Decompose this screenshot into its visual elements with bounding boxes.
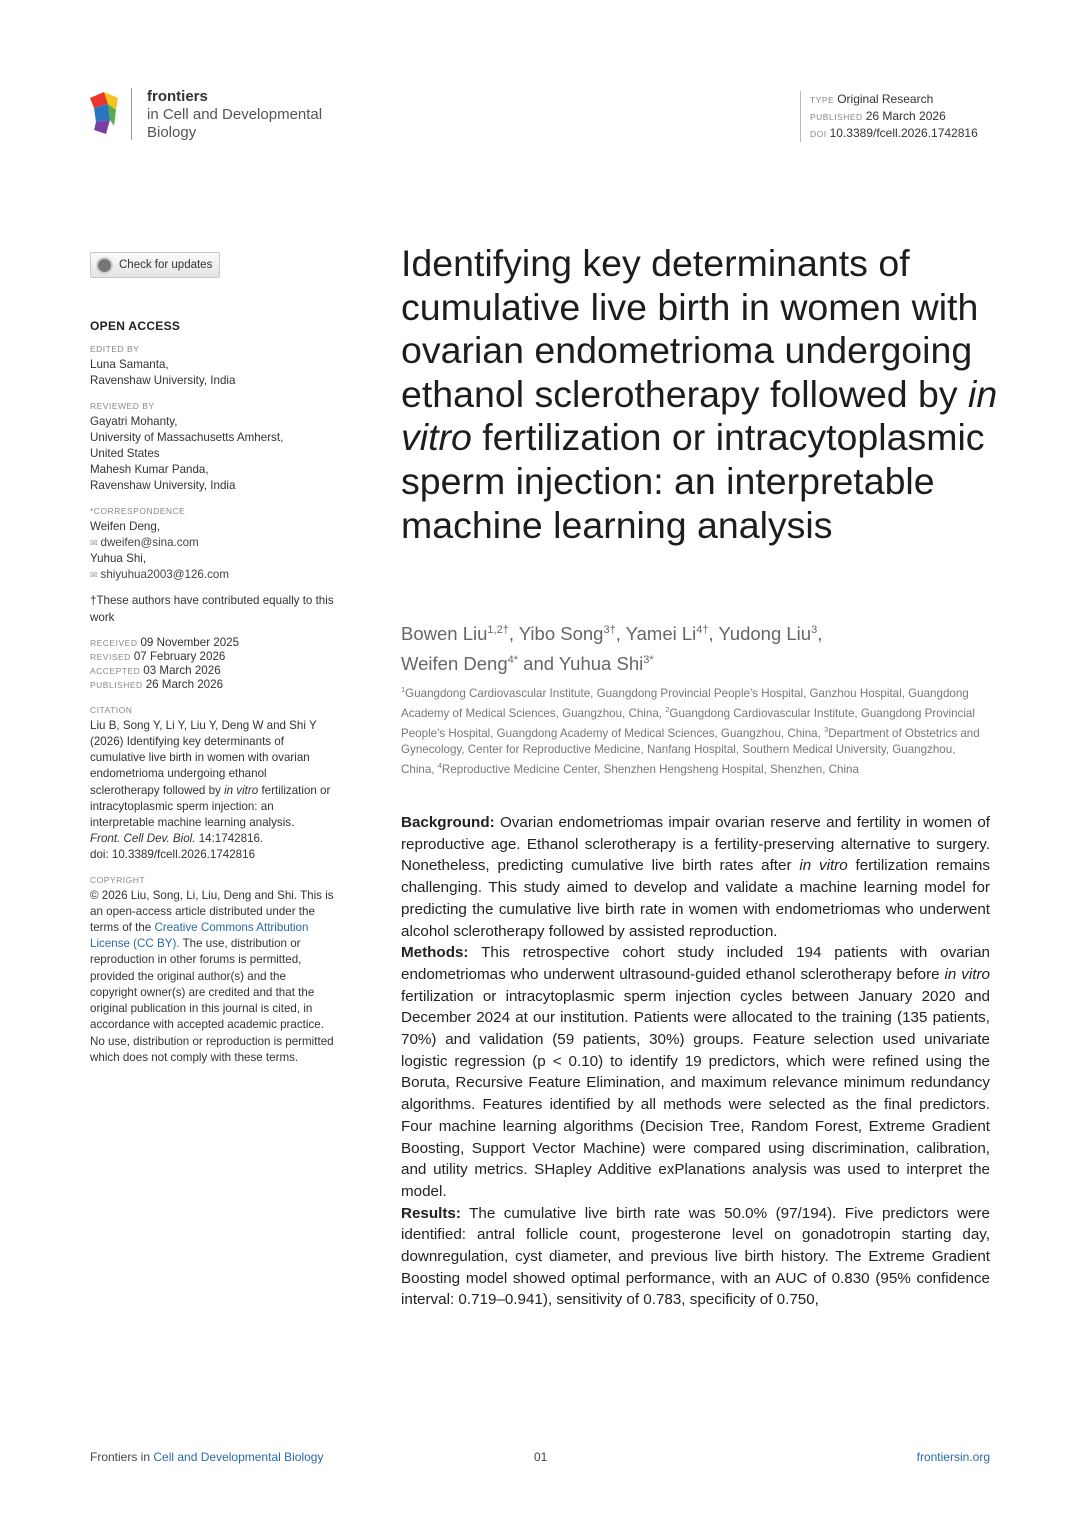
cc-license-link[interactable]: Creative Commons Attribution License (CC BY). [90, 921, 309, 951]
edited-by-section [90, 343, 335, 389]
open-access-heading: OPEN ACCESS [90, 319, 181, 333]
citation-journal: Front. Cell Dev. Biol. [90, 832, 196, 846]
author-sup: 3 [811, 624, 818, 636]
correspondence-section [90, 505, 335, 584]
abstract-text: fertilization or intracytoplasmic sperm injection cycles between January 2020 and December 2024 at our institution. Patients were allocated to the training (135 patients, 70%) and validation (59 patients, 30%) groups. Feature selection used univariate logistic regression (p < 0.10) to identify 19 predictors, which were refined using the Boruta, Recursive Feature Elimination, and maximum relevance minimum redundancy algorithms. Features identified by all methods were selected as the final predictors. Four machine learning algorithms (Decision Tree, Random Forest, Extreme Gradient Boosting, Support Vector Machine) were compared using discrimination, calibration, and utility metrics. SHapley Additive exPlanations analysis was used to interpret the model. [401, 987, 990, 1200]
published-label: PUBLISHED [810, 112, 863, 122]
affiliations [401, 682, 991, 778]
citation-section [90, 704, 335, 864]
affil-text: Guangdong Cardiovascular Institute, Guangdong Provincial People's Hospital, Ganzhou Hospital, Guangdong Academy of Medical Sciences, Guangzhou, China, [401, 686, 969, 720]
title-part: fertilization or intracytoplasmic sperm injection: an interpretable machine learning analysis [401, 416, 985, 546]
citation-label: CITATION [90, 704, 133, 715]
abstract-text: fertilization remains challenging. This study aimed to develop and validate a machine learning model for predicting the cumulative live birth rate in women with endometriomas who underwent alcohol sclerotherapy followed by assisted reproduction. [401, 857, 990, 940]
citation-part: Liu B, Song Y, Li Y, Liu Y, Deng W and Shi Y (2026) Identifying key determinants of cumulative live birth in women with ovarian endometrioma undergoing ethanol sclerotherapy followed by [90, 718, 317, 797]
logo-divider [131, 88, 132, 140]
article-meta [800, 91, 978, 142]
doi-value[interactable]: 10.3389/fcell.2026.1742816 [829, 126, 978, 140]
reviewed-label: REVIEWED BY [90, 400, 155, 411]
equal-contribution-note: †These authors have contributed equally to this work [90, 594, 334, 624]
copyright-label: COPYRIGHT [90, 874, 146, 885]
copyright-section [90, 874, 335, 1066]
citation-text [90, 718, 335, 831]
footer-prefix: Frontiers in [90, 1450, 151, 1464]
revised-value: 07 February 2026 [133, 649, 226, 663]
abstract-text: The cumulative live birth rate was 50.0% (97/194). Five predictors were identified: antral follicle count, progesterone level on gonadotropin starting day, downregulation, cyst diameter, and previous live birth history. The Extreme Gradient Boosting model showed optimal performance, with an AUC of 0.830 (95% confidence interval: 0.719–0.941), sensitivity of 0.783, specificity of 0.750, [401, 1204, 990, 1309]
abstract-methods [401, 942, 990, 1202]
published-value: 26 March 2026 [865, 109, 946, 123]
title-part: Identifying key determinants of cumulative live birth in women with ovarian endometrioma undergoing ethanol sclerotherapy followed by [401, 242, 979, 415]
affil-text: Guangdong Cardiovascular Institute, Guangdong Provincial People's Hospital, Guangdong Academy of Medical Sciences, Guangzhou, China, [401, 706, 975, 740]
editor-affiliation: Ravenshaw University, India [90, 374, 236, 388]
author-list: Bowen Liu$^{1,2\dagger}$, Yibo Song$^{3\dagger}$, Yamei $Li^{4\dagger}$, Yudong Liu$^3$, Weifen Deng$^{4*}$ and Yuhua Shi$^{3*}$ [401, 623, 823, 675]
citation-italic: in vitro [224, 783, 259, 797]
author-name[interactable]: Weifen Deng [401, 653, 508, 675]
abstract-background [401, 812, 990, 942]
background-label: Background: [401, 814, 495, 831]
check-updates-icon [96, 257, 113, 274]
abstract-results [401, 1203, 990, 1312]
author-sup: 4† [696, 624, 709, 636]
copyright-part: © 2026 Liu, Song, Li, Liu, Deng and Shi. This is an open-access article distributed under the terms of the [90, 888, 334, 935]
citation-part: fertilization or intracytoplasmic sperm injection: an interpretable machine learning analysis. [90, 783, 331, 830]
citation-volume: 14:1742816. [198, 832, 264, 846]
revised-label: REVISED [90, 651, 131, 662]
received-label: RECEIVED [90, 637, 138, 648]
accepted-value: 03 March 2026 [143, 663, 221, 677]
dates-section [90, 636, 335, 692]
reviewer-line: Mahesh Kumar Panda, [90, 463, 209, 477]
check-updates-label: Check for updates [119, 259, 213, 271]
doi-label: DOI [810, 129, 827, 139]
citation-doi[interactable]: doi: 10.3389/fcell.2026.1742816 [90, 848, 256, 862]
affil-sup: 4 [437, 761, 442, 771]
abstract-text: Ovarian endometriomas impair ovarian reserve and fertility in women of reproductive age. Ethanol sclerotherapy is a fertility-preserving alternative to surgery. Nonetheless, predicting cumulative live birth rates after [401, 814, 990, 875]
sidebar [90, 318, 335, 1076]
journal-line1: in Cell and Developmental [147, 106, 323, 123]
type-label: TYPE [810, 95, 835, 105]
article-title [401, 242, 1001, 547]
corr-name: Weifen Deng, [90, 519, 161, 533]
author-name[interactable]: Yuhua Shi [558, 653, 644, 675]
type-value: Original Research [837, 92, 934, 106]
published-value: 26 March 2026 [145, 677, 224, 691]
affil-text: Reproductive Medicine Center, Shenzhen Hengsheng Hospital, Shenzhen, China [441, 763, 859, 777]
reviewed-by-section [90, 400, 335, 495]
footer-journal-name: Cell and Developmental Biology [153, 1450, 324, 1464]
affil-sup: 2 [665, 705, 670, 715]
author-name[interactable]: Bowen Liu [401, 623, 488, 645]
copyright-part: The use, distribution or reproduction in other forums is permitted, provided the original author(s) and the copyright owner(s) are credited and that the original publication in this journal is cited, in accordance with accepted academic practice. No use, distribution or reproduction is permitted which does not comply with these terms. [90, 937, 334, 1064]
author-name[interactable]: Yibo Song [518, 623, 604, 645]
reviewer-line: University of Massachusetts Amherst, [90, 430, 284, 444]
check-for-updates-button[interactable] [90, 252, 220, 278]
editor-name: Luna Samanta, [90, 358, 169, 372]
received-value: 09 November 2025 [140, 635, 240, 649]
footer-journal[interactable] [90, 1450, 323, 1464]
reviewer-line: Ravenshaw University, India [90, 479, 236, 493]
correspondence-label: *CORRESPONDENCE [90, 505, 186, 516]
abstract-italic: in vitro [799, 857, 848, 875]
results-label: Results: [401, 1204, 461, 1222]
methods-label: Methods: [401, 944, 469, 962]
abstract-italic: in vitro [944, 965, 990, 983]
author-sup: 1,2† [487, 624, 509, 636]
affil-text: Department of Obstetrics and Gynecology, Center for Reproductive Medicine, Nanfang Hospital, Southern Medical University, Guangzhou, China, [401, 726, 980, 777]
journal-name[interactable] [147, 88, 322, 142]
reviewer-line: United States [90, 447, 160, 461]
corr-name: Yuhua Shi, [90, 552, 147, 566]
page-number: 01 [534, 1450, 548, 1464]
copyright-text [90, 888, 335, 1066]
author-and: and [523, 653, 555, 675]
author-sup: 3* [643, 654, 654, 667]
edited-label: EDITED BY [90, 344, 140, 355]
journal-brand: frontiers [147, 88, 208, 105]
abstract-text: This retrospective cohort study included 194 patients with ovarian endometriomas who underwent ultrasound-guided ethanol sclerotherapy before [401, 944, 990, 983]
affil-sup: 1 [401, 685, 406, 694]
title-italic: in vitro [401, 372, 998, 459]
reviewer-line: Gayatri Mohanty, [90, 414, 178, 428]
published-label: PUBLISHED [90, 679, 143, 690]
footer-site-link[interactable]: frontiersin.org [916, 1450, 990, 1464]
author-name[interactable]: Yamei Li [625, 623, 697, 645]
author-sup: 4* [507, 654, 519, 667]
abstract [401, 812, 990, 1311]
frontiers-logo-icon [86, 88, 126, 138]
journal-line2: Biology [147, 124, 197, 141]
author-sup: 3† [603, 624, 616, 636]
accepted-label: ACCEPTED [90, 665, 141, 676]
corr-email-link[interactable]: ✉ dweifen@sina.com [90, 535, 335, 551]
affil-sup: 3 [824, 725, 829, 735]
author-name[interactable]: Yudong Liu [718, 623, 812, 645]
corr-email-link[interactable]: ✉ shiyuhua2003@126.com [90, 567, 335, 583]
